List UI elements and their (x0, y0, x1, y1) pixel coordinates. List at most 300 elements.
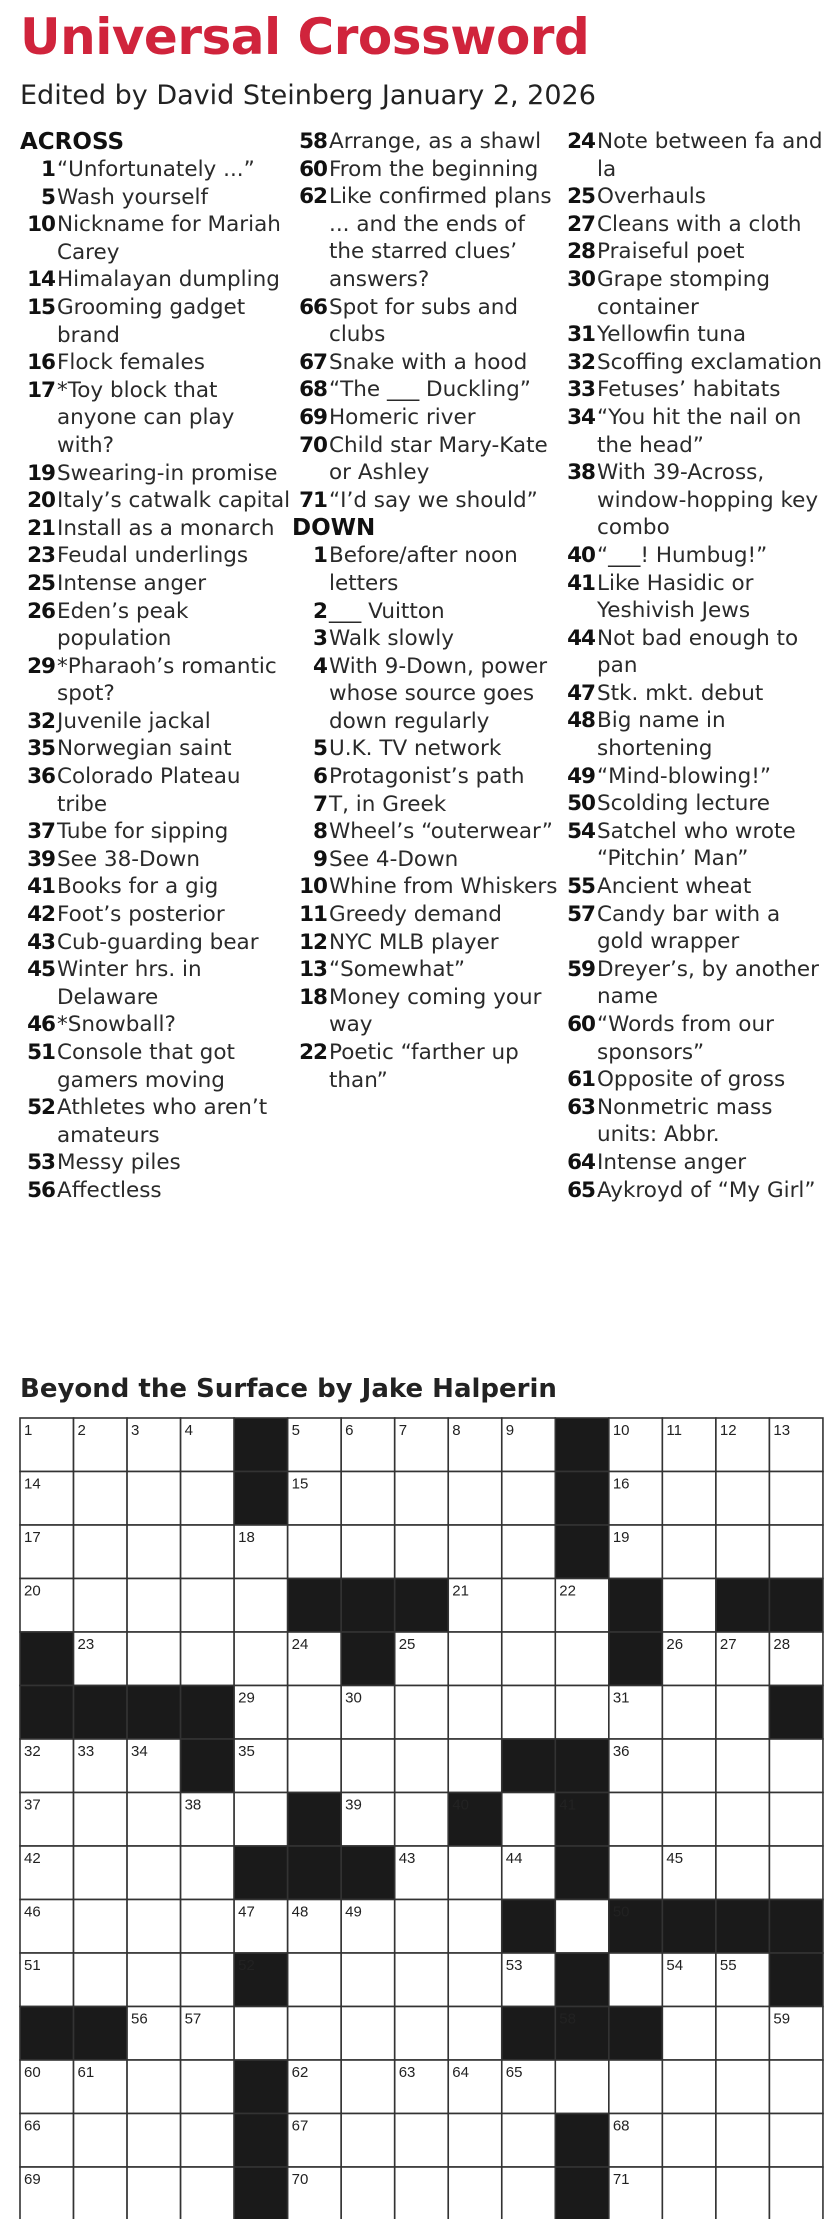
clue-text: Scoffing exclamation (597, 349, 822, 375)
clue-number: 38 (567, 460, 595, 486)
cell-number: 60 (24, 2064, 41, 2081)
clue-text: Grooming gadget brand (57, 294, 246, 348)
grid-cell[interactable] (395, 1739, 449, 1793)
clue-number: 25 (27, 570, 55, 596)
black-square (234, 2167, 288, 2219)
cell-number: 52 (238, 1957, 255, 1974)
grid-cell[interactable] (288, 1953, 342, 2007)
grid-cell[interactable] (234, 1632, 288, 1686)
grid-cell[interactable] (769, 2060, 823, 2114)
grid-cell[interactable] (341, 1472, 395, 1526)
grid-cell[interactable] (502, 1525, 556, 1579)
cell-number: 19 (612, 1529, 630, 1546)
grid-cell[interactable] (662, 1525, 716, 1579)
clue-text: Stk. mkt. debut (597, 680, 764, 706)
grid-cell[interactable] (127, 2060, 181, 2114)
grid-cell[interactable] (662, 2060, 716, 2114)
clue-number: 39 (27, 846, 55, 872)
cell-number: 55 (719, 1957, 737, 1974)
black-square (74, 2007, 128, 2061)
cell-number: 29 (238, 1689, 255, 1707)
clue-number: 41 (567, 570, 595, 596)
black-square (288, 1846, 342, 1900)
clue-text: Flock females (57, 350, 205, 376)
clue-text: Note between fa and la (597, 129, 823, 182)
grid-cell[interactable] (716, 1686, 770, 1740)
clue-number: 63 (567, 1094, 595, 1120)
clue-text: Wash yourself (57, 184, 209, 210)
black-square (234, 2060, 288, 2114)
cell-number: 71 (612, 2171, 630, 2188)
grid-cell[interactable] (716, 2060, 770, 2114)
grid-cell[interactable] (662, 1793, 716, 1847)
grid-cell[interactable] (127, 1632, 181, 1686)
clue-text: Opposite of gross (597, 1067, 786, 1093)
clue-text: Whine from Whiskers (329, 874, 558, 900)
black-square (609, 1632, 663, 1686)
grid-cell[interactable] (288, 1525, 342, 1579)
clue-number: 36 (27, 764, 55, 790)
grid-cell[interactable] (181, 1632, 235, 1686)
clue-text: From the beginning (329, 156, 539, 182)
grid-cell[interactable] (288, 1739, 342, 1793)
cell-number: 23 (77, 1636, 95, 1653)
grid-cell[interactable] (127, 1900, 181, 1954)
cell-number: 8 (452, 1422, 461, 1439)
clue-number: 51 (27, 1040, 55, 1065)
black-square (502, 1900, 556, 1954)
black-square (502, 1739, 556, 1793)
clue-text: Big name in shortening (597, 708, 726, 762)
grid-cell[interactable] (395, 1525, 449, 1579)
clue-number: 70 (299, 432, 327, 458)
clue-number: 2 (313, 598, 327, 624)
clue-number: 4 (313, 653, 327, 679)
clue-text: Himalayan dumpling (57, 267, 280, 293)
grid-cell[interactable] (662, 2167, 716, 2219)
grid-cell[interactable] (448, 1739, 502, 1793)
grid-cell[interactable] (502, 1579, 556, 1633)
black-square (609, 2007, 663, 2061)
puzzle-title: Beyond the Surface by Jake Halperin (20, 1374, 557, 1404)
clue-text: Messy piles (57, 1150, 181, 1176)
black-square (555, 2114, 609, 2168)
cell-number: 53 (505, 1957, 523, 1974)
grid-cell[interactable] (769, 1793, 823, 1847)
cell-number: 51 (24, 1957, 41, 1974)
grid-cell[interactable] (74, 2167, 128, 2219)
clue-number: 34 (567, 404, 595, 430)
black-square (127, 1686, 181, 1740)
grid-cell[interactable] (74, 1953, 128, 2007)
cell-number: 40 (452, 1796, 469, 1814)
grid-cell[interactable] (716, 2007, 770, 2061)
grid-cell[interactable] (502, 2114, 556, 2168)
grid-cell[interactable] (716, 2167, 770, 2219)
grid-cell[interactable] (181, 2167, 235, 2219)
cell-number: 1 (24, 1422, 33, 1439)
grid-cell[interactable] (181, 1900, 235, 1954)
black-square (769, 1579, 823, 1633)
clue-text: Norwegian saint (57, 736, 232, 762)
clue-text: Books for a gig (57, 874, 219, 900)
clue-number: 69 (299, 404, 327, 430)
clue-number: 42 (27, 902, 55, 928)
grid-cell[interactable] (74, 1793, 128, 1847)
clue-text: Swearing-in promise (57, 460, 278, 486)
clue-number: 25 (567, 184, 595, 210)
cell-number: 4 (184, 1422, 193, 1439)
clue-number: 64 (567, 1149, 595, 1175)
clue-number: 10 (27, 212, 55, 238)
grid-cell[interactable] (448, 2114, 502, 2168)
clue-text: Italy’s catwalk capital (57, 488, 291, 514)
cell-number: 35 (238, 1743, 255, 1760)
grid-cell[interactable] (74, 1472, 128, 1526)
grid-cell[interactable] (74, 1579, 128, 1633)
clue-number: 23 (27, 543, 55, 569)
clue-text: Cleans with a cloth (597, 211, 802, 237)
cell-number: 20 (24, 1582, 41, 1600)
clue-text: Satchel who wrote “Pitchin’ Man” (597, 818, 796, 872)
cell-number: 36 (612, 1743, 630, 1760)
clue-number: 14 (27, 267, 55, 293)
clue-text: Winter hrs. in Delaware (57, 957, 202, 1010)
cell-number: 45 (666, 1850, 684, 1867)
down-heading: DOWN (292, 515, 376, 542)
grid-cell[interactable] (234, 1793, 288, 1847)
black-square (341, 1579, 395, 1633)
black-square (341, 1846, 395, 1900)
grid-cell[interactable] (395, 2007, 449, 2061)
grid-cell[interactable] (609, 1846, 663, 1900)
black-square (395, 1579, 449, 1633)
clue-number: 28 (567, 239, 595, 265)
black-square (234, 1472, 288, 1526)
cell-number: 24 (291, 1636, 309, 1653)
clue-text: Grape stomping container (597, 266, 771, 320)
grid-cell[interactable] (127, 1525, 181, 1579)
grid-cell[interactable] (662, 2114, 716, 2168)
grid-cell[interactable] (181, 1472, 235, 1526)
grid-cell[interactable] (448, 1525, 502, 1579)
clue-number: 49 (567, 763, 595, 789)
grid-cell[interactable] (395, 1793, 449, 1847)
grid-cell[interactable] (502, 1632, 556, 1686)
grid-cell[interactable] (716, 2114, 770, 2168)
clue-number: 33 (567, 377, 595, 403)
grid-cell[interactable] (502, 1472, 556, 1526)
grid-cell[interactable] (448, 2007, 502, 2061)
clue-text: Child star Mary-Kate or Ashley (329, 432, 548, 486)
grid-cell[interactable] (609, 1793, 663, 1847)
clue-text: Greedy demand (329, 902, 502, 928)
grid-cell[interactable] (769, 2167, 823, 2219)
cell-number: 21 (452, 1582, 469, 1600)
clue-text: With 9-Down, power whose source goes down regularly (329, 653, 548, 734)
grid-cell[interactable] (181, 1579, 235, 1633)
grid-cell[interactable] (716, 1846, 770, 1900)
clue-number: 67 (299, 349, 327, 375)
clue-text: Eden’s peak population (57, 598, 189, 652)
black-square (555, 1846, 609, 1900)
clue-text: Foot’s posterior (57, 902, 225, 928)
clue-number: 20 (27, 488, 55, 514)
grid-cell[interactable] (234, 2007, 288, 2061)
black-square (555, 1418, 609, 1472)
grid-cell[interactable] (181, 1525, 235, 1579)
grid-cell[interactable] (555, 1686, 609, 1740)
clue-text: Scolding lecture (597, 791, 770, 817)
cell-number: 63 (398, 2064, 416, 2081)
clue-number: 37 (27, 819, 55, 845)
clue-number: 52 (27, 1095, 55, 1121)
clue-text: Dreyer’s, by another name (597, 956, 819, 1010)
black-square (555, 2167, 609, 2219)
across-heading: ACROSS (20, 129, 125, 155)
cell-number: 22 (559, 1582, 576, 1600)
grid-cell[interactable] (662, 1579, 716, 1633)
grid-cell[interactable] (448, 2167, 502, 2219)
clue-text: “The ___ Duckling” (329, 377, 531, 403)
clue-number: 50 (567, 791, 595, 817)
cell-number: 18 (238, 1529, 255, 1546)
grid-cell[interactable] (716, 1472, 770, 1526)
grid-cell[interactable] (448, 1846, 502, 1900)
clue-text: Colorado Plateau tribe (57, 764, 241, 817)
page-title: Universal Crossword (20, 8, 590, 66)
grid-cell[interactable] (341, 2007, 395, 2061)
grid-cell[interactable] (448, 1632, 502, 1686)
clue-number: 6 (313, 764, 327, 790)
clue-number: 32 (567, 349, 595, 375)
cell-number: 56 (131, 2010, 148, 2028)
grid-cell[interactable] (448, 1686, 502, 1740)
clue-text: Nonmetric mass units: Abbr. (597, 1094, 773, 1148)
black-square (341, 1632, 395, 1686)
grid-cell[interactable] (769, 2114, 823, 2168)
grid-cell[interactable] (769, 1525, 823, 1579)
grid-cell[interactable] (127, 2167, 181, 2219)
grid-cell[interactable] (662, 1472, 716, 1526)
clue-text: Ancient wheat (597, 874, 752, 900)
clue-text: “I’d say we should” (329, 487, 538, 513)
black-square (234, 2114, 288, 2168)
cell-number: 6 (345, 1422, 354, 1439)
cell-number: 31 (612, 1689, 630, 1707)
grid-cell[interactable] (716, 1793, 770, 1847)
grid-cell[interactable] (395, 1900, 449, 1954)
clue-number: 44 (567, 625, 595, 651)
clue-number: 15 (27, 294, 55, 320)
clue-text: Nickname for Mariah Carey (57, 212, 281, 265)
grid-cell[interactable] (127, 1579, 181, 1633)
clue-number: 60 (299, 156, 327, 182)
clue-number: 66 (299, 294, 327, 320)
grid-cell[interactable] (127, 2114, 181, 2168)
grid-cell[interactable] (395, 2167, 449, 2219)
black-square (20, 1632, 74, 1686)
clue-text: T, in Greek (329, 791, 447, 817)
black-square (74, 1686, 128, 1740)
grid-cell[interactable] (769, 1846, 823, 1900)
clue-text: NYC MLB player (329, 929, 499, 955)
grid-cell[interactable] (448, 1900, 502, 1954)
black-square (609, 1579, 663, 1633)
grid-cell[interactable] (716, 1739, 770, 1793)
grid-cell[interactable] (127, 1472, 181, 1526)
clue-text: Like Hasidic or Yeshivish Jews (597, 570, 754, 624)
clue-number: 24 (567, 129, 595, 154)
grid-cell[interactable] (74, 1846, 128, 1900)
cell-number: 10 (612, 1422, 630, 1439)
grid-cell[interactable] (395, 1686, 449, 1740)
clue-number: 1 (313, 543, 327, 569)
clue-number: 45 (27, 957, 55, 983)
grid-cell[interactable] (74, 1525, 128, 1579)
clue-number: 13 (299, 957, 327, 983)
clue-text: Snake with a hood (329, 349, 528, 375)
clue-number: 8 (313, 819, 327, 845)
cell-number: 17 (24, 1529, 41, 1546)
grid-cell[interactable] (448, 1953, 502, 2007)
clue-number: 11 (299, 902, 327, 928)
clue-number: 32 (27, 708, 55, 734)
grid-cell[interactable] (181, 1953, 235, 2007)
clue-text: *Toy block that anyone can play with? (57, 377, 235, 458)
clue-text: Like confirmed plans ... and the ends of the starred clues’ answers? (329, 184, 552, 292)
cell-number: 49 (345, 1903, 362, 1921)
grid-cell[interactable] (288, 1686, 342, 1740)
clue-text: Not bad enough to pan (597, 625, 799, 679)
grid-cell[interactable] (662, 1739, 716, 1793)
black-square (716, 1579, 770, 1633)
grid-cell[interactable] (555, 2060, 609, 2114)
clue-text: Feudal underlings (57, 543, 249, 569)
clue-number: 31 (567, 322, 595, 348)
black-square (769, 1686, 823, 1740)
grid-cell[interactable] (181, 2114, 235, 2168)
cell-number: 54 (666, 1957, 684, 1974)
grid-cell[interactable] (769, 1472, 823, 1526)
grid-cell[interactable] (74, 1900, 128, 1954)
cell-number: 70 (291, 2171, 309, 2188)
black-square (555, 1739, 609, 1793)
clue-text: “Words from our sponsors” (597, 1012, 774, 1065)
cell-number: 16 (612, 1475, 630, 1493)
grid-cell[interactable] (395, 1953, 449, 2007)
clue-text: ___ Vuitton (329, 598, 445, 624)
clue-text: “Unfortunately ...” (57, 157, 255, 182)
black-square (288, 1579, 342, 1633)
cell-number: 30 (345, 1689, 362, 1707)
cell-number: 3 (131, 1422, 140, 1439)
grid-cell[interactable] (341, 1739, 395, 1793)
clue-text: Cub-guarding bear (57, 929, 259, 955)
grid-cell[interactable] (555, 1900, 609, 1954)
clue-number: 46 (27, 1012, 55, 1038)
clue-text: “You hit the nail on the head” (597, 404, 802, 458)
cell-number: 25 (398, 1636, 416, 1653)
cell-number: 9 (505, 1422, 515, 1439)
grid-cell[interactable] (181, 2060, 235, 2114)
grid-cell[interactable] (395, 1472, 449, 1526)
editor-byline: Edited by David Steinberg January 2, 2026 (20, 80, 596, 111)
grid-cell[interactable] (555, 1632, 609, 1686)
grid-cell[interactable] (448, 1472, 502, 1526)
clue-number: 47 (567, 680, 595, 706)
clue-number: 22 (299, 1040, 327, 1065)
grid-cell[interactable] (341, 1525, 395, 1579)
clue-number: 5 (41, 184, 55, 210)
cell-number: 41 (559, 1796, 576, 1814)
cell-number: 42 (24, 1850, 41, 1867)
cell-number: 38 (184, 1796, 202, 1814)
cell-number: 57 (184, 2010, 202, 2028)
grid-cell[interactable] (341, 1953, 395, 2007)
clue-number: 48 (567, 708, 595, 734)
grid-cell[interactable] (395, 2114, 449, 2168)
grid-cell[interactable] (662, 2007, 716, 2061)
black-square (555, 1472, 609, 1526)
clue-number: 55 (567, 874, 595, 900)
grid-cell[interactable] (234, 1579, 288, 1633)
grid-cell[interactable] (769, 1739, 823, 1793)
clue-text: See 38-Down (57, 846, 200, 872)
cell-number: 15 (291, 1475, 309, 1493)
clue-number: 21 (27, 515, 55, 541)
clue-number: 16 (27, 350, 55, 376)
grid-cell[interactable] (341, 2114, 395, 2168)
clue-number: 30 (567, 266, 595, 292)
cell-number: 11 (666, 1422, 682, 1439)
black-square (288, 1793, 342, 1847)
grid-cell[interactable] (127, 1846, 181, 1900)
black-square (234, 1846, 288, 1900)
cell-number: 26 (666, 1636, 684, 1653)
grid-cell[interactable] (74, 2114, 128, 2168)
grid-cell[interactable] (288, 2007, 342, 2061)
black-square (555, 1953, 609, 2007)
cell-number: 12 (719, 1422, 737, 1439)
clue-text: Intense anger (597, 1149, 747, 1175)
grid-cell[interactable] (502, 1686, 556, 1740)
clue-text: *Snowball? (57, 1012, 176, 1038)
grid-cell[interactable] (127, 1793, 181, 1847)
grid-cell[interactable] (609, 2060, 663, 2114)
cell-number: 5 (291, 1422, 300, 1439)
grid-cell[interactable] (502, 1793, 556, 1847)
grid-cell[interactable] (181, 1846, 235, 1900)
cell-number: 64 (452, 2064, 469, 2081)
clue-text: U.K. TV network (329, 736, 502, 762)
grid-cell[interactable] (341, 2060, 395, 2114)
grid-cell[interactable] (662, 1686, 716, 1740)
grid-cell[interactable] (502, 2167, 556, 2219)
clue-text: Aykroyd of “My Girl” (597, 1177, 816, 1203)
clue-number: 56 (27, 1177, 55, 1203)
grid-cell[interactable] (341, 2167, 395, 2219)
clue-number: 60 (567, 1012, 595, 1037)
clue-text: Wheel’s “outerwear” (329, 819, 553, 845)
grid-cell[interactable] (716, 1525, 770, 1579)
grid-cell[interactable] (127, 1953, 181, 2007)
clue-number: 68 (299, 377, 327, 403)
clue-number: 41 (27, 874, 55, 900)
clue-text: *Pharaoh’s romantic spot? (57, 653, 277, 707)
grid-cell[interactable] (609, 1953, 663, 2007)
clue-text: With 39-Across, window-hopping key combo (597, 460, 819, 541)
